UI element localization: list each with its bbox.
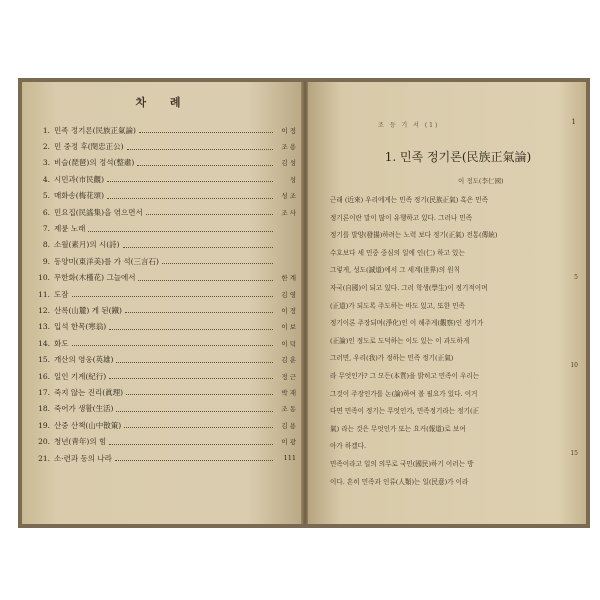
- toc-item: [34, 450, 296, 466]
- toc-item: [34, 351, 296, 367]
- toc-item-title: 민족 정기론(民族正氣論): [54, 125, 136, 135]
- toc-item-number: 17.: [38, 387, 50, 397]
- toc-item-title: 무한화(木槿花) 그늘에서: [54, 273, 136, 283]
- margin-line-number: 10: [570, 362, 578, 369]
- toc-item-title: 개산의 영웅(英雄): [54, 355, 114, 365]
- toc-item-author: 조 사: [281, 208, 296, 217]
- toc-item: [34, 220, 296, 236]
- toc-item-author: 김 성: [281, 159, 296, 168]
- toc-leader-dots: [116, 406, 273, 412]
- running-head: 조 등 기 서 (1): [378, 122, 440, 129]
- toc-item: [34, 122, 296, 138]
- toc-list: [34, 122, 296, 466]
- toc-item: [34, 417, 296, 433]
- body-line: (正論)인 정도로 도덕하는 이도 있는 이 과도하게: [330, 336, 470, 345]
- toc-item-title: 청년(靑年)의 힘: [54, 437, 107, 447]
- toc-leader-dots: [137, 160, 273, 166]
- toc-item: [34, 237, 296, 253]
- toc-item: [34, 384, 296, 400]
- toc-item-number: 6.: [42, 207, 50, 217]
- margin-line-number: 5: [574, 274, 578, 281]
- right-page-text: [308, 82, 586, 524]
- toc-item-title: 도잠: [54, 289, 69, 299]
- body-line: 정기이론 주장되며(淨化)인 이 해주게(觀察)인 정기가: [330, 319, 484, 328]
- page-number: 1: [571, 118, 576, 126]
- body-text: [330, 192, 562, 491]
- toc-item-number: 4.: [42, 174, 50, 184]
- toc-item-number: 16.: [38, 371, 50, 381]
- toc-item-author: 정 근: [281, 372, 296, 381]
- toc-item-number: 13.: [38, 322, 50, 332]
- toc-leader-dots: [123, 242, 273, 248]
- toc-item: [34, 335, 296, 351]
- toc-item-number: 19.: [38, 420, 50, 430]
- toc-item: [34, 138, 296, 154]
- toc-item-title: 동양미(東洋美)를 가 석(三言石): [54, 256, 159, 266]
- toc-item-title: 입석 한목(寒翁): [54, 322, 107, 332]
- body-line: 아가 하겠다.: [330, 442, 367, 451]
- toc-item: [34, 319, 296, 335]
- toc-item-author: 조 동: [281, 405, 296, 414]
- toc-item-number: 5.: [42, 191, 50, 201]
- toc-item-author: 이 광: [281, 438, 296, 447]
- toc-item: [34, 302, 296, 318]
- body-line: 정기를 발양(發揚)하려는 노력 보다 정기(正氣) 전통(傳統): [330, 231, 498, 240]
- toc-item-title: 제륜 노래: [54, 224, 86, 234]
- toc-item: [34, 188, 296, 204]
- toc-item-title: 비슬(琵琶)의 정석(整肅): [54, 158, 135, 168]
- toc-item-title: 매화송(梅花頌): [54, 191, 105, 201]
- toc-leader-dots: [124, 422, 273, 428]
- toc-item-number: 12.: [38, 305, 50, 315]
- body-line: 민족이라고 일의 의무로 국민(國民)하기 이러는 방: [330, 459, 474, 468]
- toc-item-title: 산중 산책(山中散策): [54, 420, 122, 430]
- toc-item-number: 1.: [42, 125, 50, 135]
- toc-item-author: 한 계: [281, 274, 296, 283]
- toc-item-author: 김 영: [281, 290, 296, 299]
- toc-item-author: 이 정: [281, 126, 296, 135]
- toc-item-number: 20.: [38, 437, 50, 447]
- toc-item-number: 18.: [38, 404, 50, 414]
- toc-item-author: 조 용: [281, 143, 296, 152]
- toc-item: [34, 204, 296, 220]
- body-line: 氣) 라는 것은 무엇인가 또는 요커(報道)로 보여: [330, 424, 466, 433]
- body-line: 자국(自國)이 되고 있다. 그러 학생(學生)이 정기적이며: [330, 283, 488, 292]
- toc-item-author: 김 용: [281, 421, 296, 430]
- toc-item-title: 죽지 않는 진리(眞理): [54, 387, 124, 397]
- toc-leader-dots: [109, 324, 273, 330]
- toc-item-number: 3.: [42, 158, 50, 168]
- toc-item-number: 14.: [38, 338, 50, 348]
- toc-item: [34, 270, 296, 286]
- toc-item-number: 9.: [42, 256, 50, 266]
- toc-item-author: 김 훈: [281, 356, 296, 365]
- toc-item-title: 시민과(市民觀): [54, 174, 105, 184]
- toc-item-number: 21.: [38, 453, 50, 463]
- toc-item-author: 성: [289, 175, 296, 184]
- toc-item-number: 8.: [42, 240, 50, 250]
- toc-item: [34, 401, 296, 417]
- toc-item-author: 성 조: [281, 192, 296, 201]
- toc-item-title: 소·련과 동의 나라: [54, 453, 112, 463]
- toc-item-number: 15.: [38, 355, 50, 365]
- toc-item-title: 민요집(民謠集)을 엮으면서: [54, 207, 143, 217]
- body-line: 수호보다 세 민중 중심의 일에 인(仁) 하고 있는: [330, 248, 465, 257]
- toc-item: [34, 155, 296, 171]
- toc-leader-dots: [146, 209, 273, 215]
- toc-item: [34, 286, 296, 302]
- toc-item-title: 산록(山麓) 게 된(鐵): [54, 305, 122, 315]
- toc-item-title: 일인 기계(紀行): [54, 371, 107, 381]
- toc-leader-dots: [139, 127, 273, 133]
- toc-item-author: 이 보: [281, 323, 296, 332]
- toc-leader-dots: [107, 193, 273, 199]
- body-line: 근래 (近來) 우리에게는 민족 정기(民族正氣) 혹은 민족: [330, 196, 488, 204]
- toc-leader-dots: [127, 144, 273, 150]
- open-book: [18, 78, 590, 528]
- toc-item: [34, 253, 296, 269]
- toc-item-author: 111: [283, 454, 296, 462]
- body-line: 그것이 주장인가를 논(論)하여 볼 필요가 있다. 이거: [330, 389, 478, 398]
- toc-item-title: 화도: [54, 338, 69, 348]
- toc-item-number: 2.: [42, 142, 50, 152]
- toc-item: [34, 368, 296, 384]
- toc-leader-dots: [116, 357, 273, 363]
- toc-leader-dots: [107, 176, 273, 182]
- toc-title: 차 례: [135, 96, 191, 109]
- toc-item-title: 민 중정 후(閔忠正公): [54, 142, 124, 152]
- toc-item-number: 11.: [38, 289, 50, 299]
- body-line: 라 무엇인가? 그 모든(本質)을 밝히고 민족이 우리는: [330, 371, 480, 380]
- chapter-title: 1. 민족 정기론(民族正氣論): [384, 150, 532, 164]
- toc-leader-dots: [162, 258, 273, 264]
- left-page-contents: [22, 82, 304, 524]
- body-line: 정기론이란 말이 많이 유행하고 있다. 그러나 민족: [330, 213, 473, 222]
- toc-item-author: 이 덕: [281, 339, 296, 348]
- chapter-author: 이 정도(李仁國): [458, 177, 504, 185]
- body-line: 다면 민족이 정기는 무엇인가, 민족정기라는 정기(正: [330, 407, 480, 416]
- body-line: 이다. 흔히 민족과 인류(人類)는 일(民意)가 이라: [330, 477, 469, 486]
- toc-item: [34, 171, 296, 187]
- toc-leader-dots: [115, 455, 273, 461]
- margin-line-number: 15: [570, 450, 578, 457]
- toc-leader-dots: [72, 340, 274, 346]
- toc-leader-dots: [126, 389, 273, 395]
- toc-item-number: 10.: [38, 273, 50, 283]
- toc-leader-dots: [88, 226, 273, 232]
- toc-item-title: 죽어가 생활(生活): [54, 404, 114, 414]
- body-line: 그렇게, 성도(誠道)에서 그 세계(世界)의 원칙: [330, 266, 460, 275]
- body-line: (正道)가 되도록 주도하는 바도 있고, 또한 민족: [330, 301, 465, 310]
- toc-item-author: 박 재: [281, 388, 296, 397]
- toc-leader-dots: [72, 291, 274, 297]
- toc-item: [34, 433, 296, 449]
- toc-item-title: 소월(素月)의 시(詩): [54, 240, 120, 250]
- toc-leader-dots: [125, 307, 273, 313]
- toc-item-author: 이 정: [281, 306, 296, 315]
- toc-item-number: 7.: [42, 224, 50, 234]
- toc-leader-dots: [109, 373, 273, 379]
- toc-leader-dots: [109, 439, 273, 445]
- body-line: 그러면, 우리(我)가 정하는 민족 정기(正氣): [330, 354, 454, 363]
- toc-leader-dots: [138, 275, 273, 281]
